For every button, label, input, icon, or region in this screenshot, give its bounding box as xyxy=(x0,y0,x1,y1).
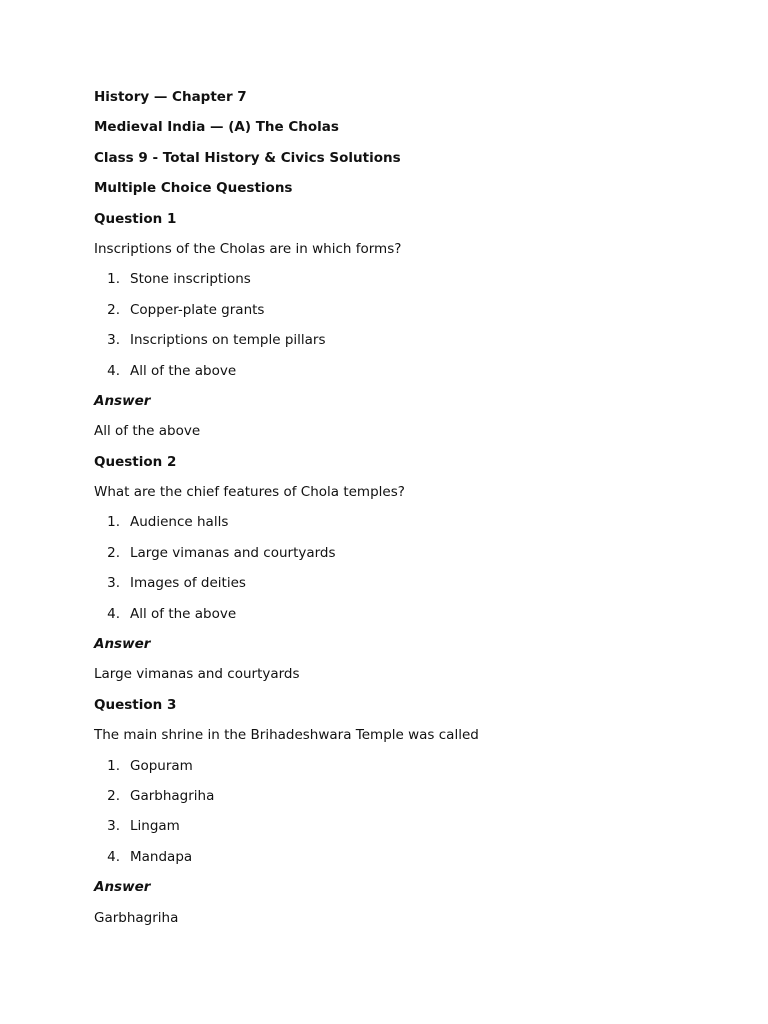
option-item xyxy=(94,599,714,629)
answer-label: Answer xyxy=(94,879,151,896)
option-item xyxy=(94,295,714,325)
option-text: Copper-plate grants xyxy=(130,301,265,318)
option-number: 1. xyxy=(107,514,120,531)
option-item xyxy=(94,356,714,386)
option-text: Mandapa xyxy=(130,848,193,865)
question-title: Question 3 xyxy=(94,696,177,713)
section-heading: Multiple Choice Questions xyxy=(94,180,293,197)
book-heading: Class 9 - Total History & Civics Solutions xyxy=(94,149,401,166)
option-text: Lingam xyxy=(130,818,180,835)
answer-label: Answer xyxy=(94,392,151,409)
option-number: 3. xyxy=(107,332,120,349)
option-item xyxy=(94,842,714,872)
option-number: 1. xyxy=(107,271,120,288)
option-text: Large vimanas and courtyards xyxy=(130,544,336,561)
option-text: Gopuram xyxy=(130,757,193,774)
question-title: Question 1 xyxy=(94,210,177,227)
question-title: Question 2 xyxy=(94,453,177,470)
option-number: 4. xyxy=(107,362,120,379)
option-item xyxy=(94,811,714,841)
answer-text: Garbhagriha xyxy=(94,909,179,926)
question-text: The main shrine in the Brihadeshwara Temple was called xyxy=(94,727,479,744)
option-item xyxy=(94,507,714,537)
option-number: 2. xyxy=(107,301,120,318)
option-text: Inscriptions on temple pillars xyxy=(130,332,326,349)
option-text: All of the above xyxy=(130,605,237,622)
option-number: 2. xyxy=(107,544,120,561)
option-text: Stone inscriptions xyxy=(130,271,251,288)
subject-heading: History — Chapter 7 xyxy=(94,89,247,105)
option-item xyxy=(94,264,714,294)
option-number: 3. xyxy=(107,818,120,835)
option-number: 4. xyxy=(107,848,120,865)
option-item xyxy=(94,538,714,568)
option-number: 1. xyxy=(107,757,120,774)
option-text: All of the above xyxy=(130,362,237,379)
option-item xyxy=(94,751,714,781)
option-text: Images of deities xyxy=(130,575,246,592)
option-item xyxy=(94,325,714,355)
option-number: 2. xyxy=(107,787,120,804)
option-item xyxy=(94,568,714,598)
answer-label: Answer xyxy=(94,636,151,653)
option-text: Garbhagriha xyxy=(130,787,215,804)
document-page xyxy=(94,82,714,933)
option-number: 4. xyxy=(107,605,120,622)
question-text: Inscriptions of the Cholas are in which forms? xyxy=(94,240,402,257)
answer-text: All of the above xyxy=(94,423,201,440)
option-item xyxy=(94,781,714,811)
chapter-heading: Medieval India — (A) The Cholas xyxy=(94,119,339,136)
option-number: 3. xyxy=(107,575,120,592)
option-text: Audience halls xyxy=(130,514,229,531)
question-text: What are the chief features of Chola temples? xyxy=(94,484,405,501)
answer-text: Large vimanas and courtyards xyxy=(94,666,300,683)
